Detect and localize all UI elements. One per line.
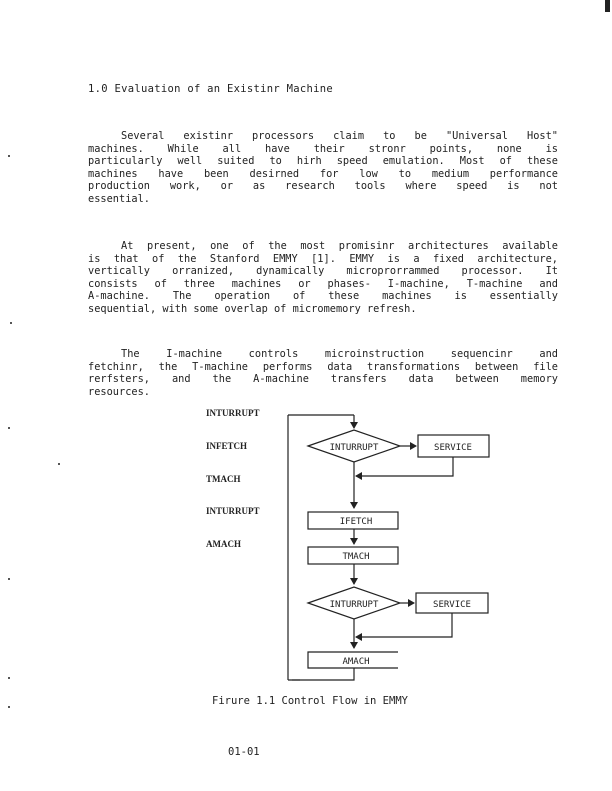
scan-speck — [10, 322, 12, 324]
text-line: consists of three machines or phases- I-machine, T-machine and — [88, 277, 558, 290]
scan-speck — [8, 677, 10, 679]
decision-2-label: INTURRUPT — [329, 600, 379, 610]
text-line: Several existinr processors claim to be "Universal Host" — [121, 130, 558, 142]
text-line: At present, one of the most promisinr architectures available — [121, 240, 558, 252]
flow-label-tmach: TMACH — [206, 474, 241, 484]
text-line: fetchinr, the T-machine performs data transformations between file — [88, 360, 558, 373]
tmach-label: TMACH — [342, 552, 370, 562]
text-line: resources. — [88, 385, 150, 398]
flow-label-infetch: INFETCH — [206, 441, 248, 451]
text-line: rerfsters, and the A-machine transfers data between memory — [88, 373, 558, 386]
scan-speck — [58, 463, 60, 465]
scan-speck — [8, 427, 10, 429]
text-line: machines. While all have their stronr points, none is — [88, 142, 558, 155]
service-2-label: SERVICE — [433, 600, 471, 610]
text-line: sequential, with some overlap of micromemory refresh. — [88, 302, 417, 315]
amach-label: AMACH — [342, 657, 370, 667]
text-line: vertically orranized, dynamically microprorrammed processor. It — [88, 265, 558, 278]
scan-speck — [8, 706, 10, 708]
text-line: The I-machine controls microinstruction sequencinr and — [121, 348, 558, 360]
text-line: machines have been desirned for low to medium performance — [88, 167, 558, 180]
flow-label-amach: AMACH — [206, 539, 241, 549]
text-line: is that of the Stanford EMMY [1]. EMMY is a fixed architecture, — [88, 252, 558, 265]
section-heading: 1.0 Evaluation of an Existinr Machine — [88, 83, 333, 95]
text-line: particularly well suited to hirh speed emulation. Most of these — [88, 155, 558, 168]
text-line: essential. — [88, 192, 150, 205]
text-line: A-machine. The operation of these machines is essentially — [88, 290, 558, 303]
flow-label-inturrupt-2: INTURRUPT — [206, 506, 260, 516]
decision-1-label: INTURRUPT — [329, 443, 379, 453]
amach-return-line — [288, 668, 354, 680]
scan-speck — [8, 155, 10, 157]
flow-label-inturrupt: INTURRUPT — [206, 408, 260, 418]
service-2-return-arrow — [356, 613, 452, 637]
ifetch-label: IFETCH — [339, 517, 373, 527]
service-1-return-arrow — [356, 457, 453, 476]
text-line: production work, or as research tools where speed is not — [88, 180, 558, 193]
figure-caption: Firure 1.1 Control Flow in EMMY — [212, 695, 408, 707]
scan-speck — [8, 578, 10, 580]
page-number: 01-01 — [228, 746, 260, 758]
service-1-label: SERVICE — [434, 443, 472, 453]
